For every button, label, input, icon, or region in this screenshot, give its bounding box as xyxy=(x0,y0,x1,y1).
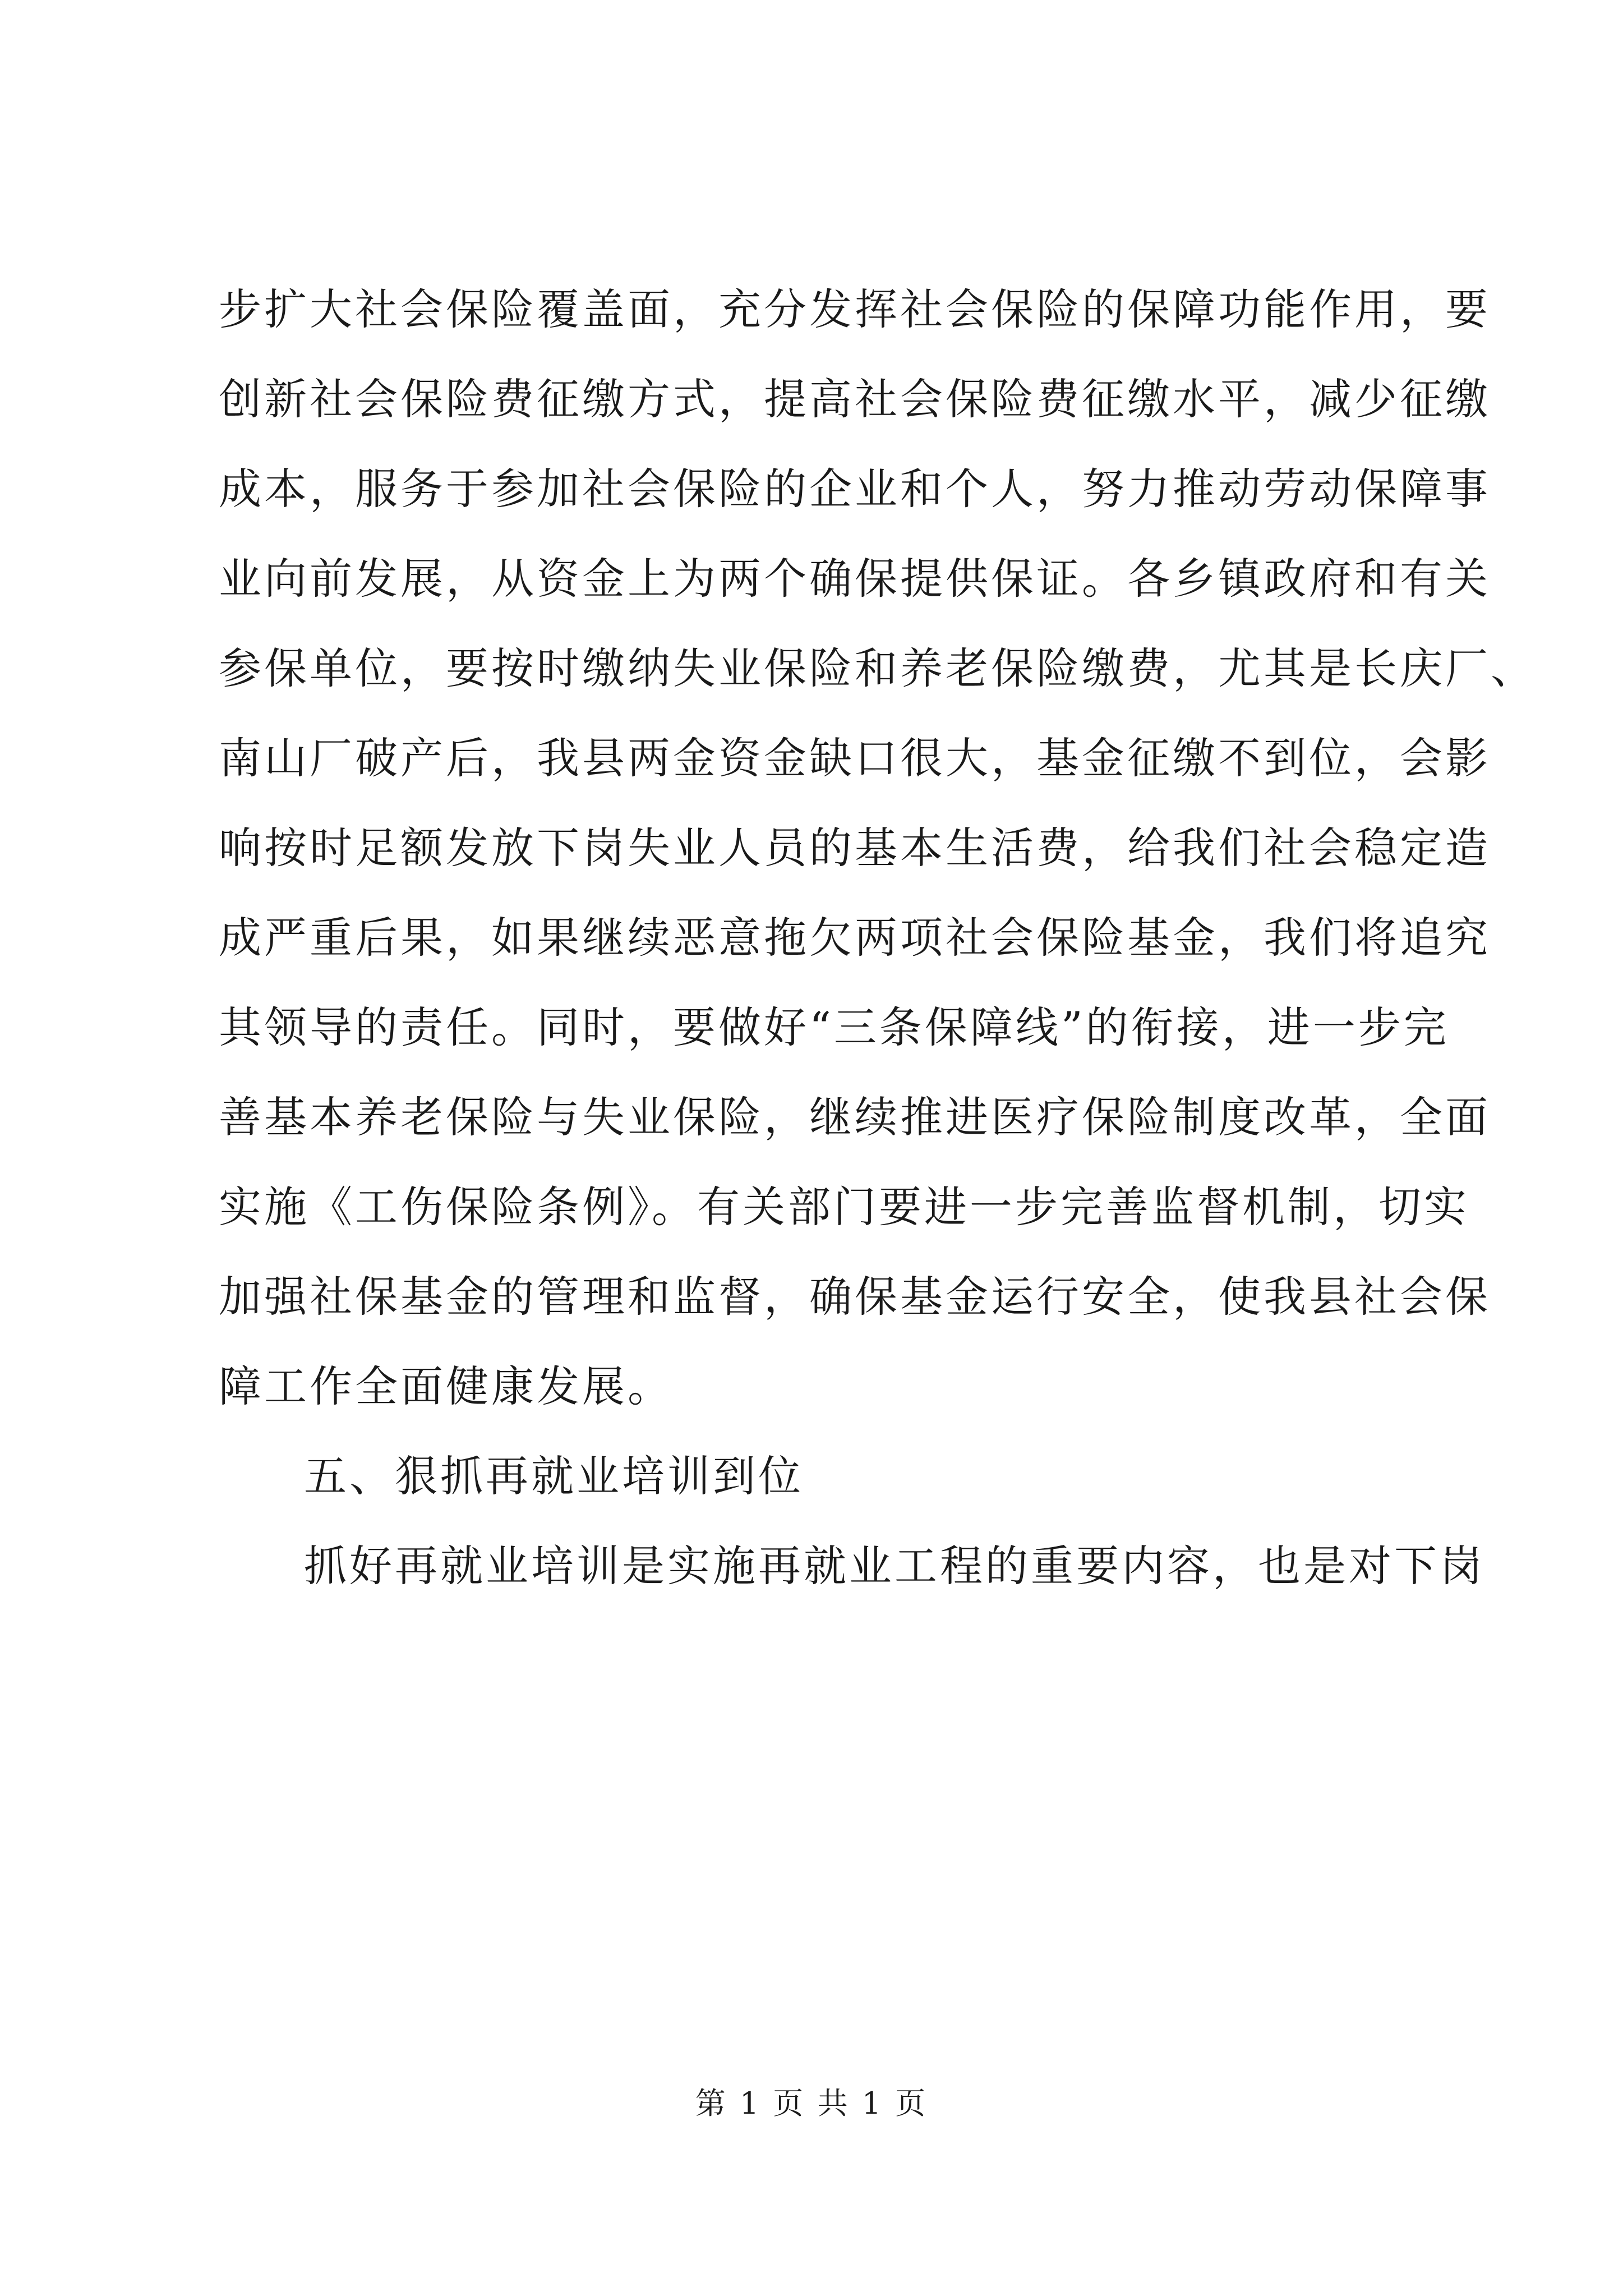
paragraph-start: 抓好再就业培训是实施再就业工程的重要内容，也是对下岗 xyxy=(304,1541,1485,1591)
paragraph-line: 创新社会保险费征缴方式，提高社会保险费征缴水平，减少征缴 xyxy=(219,374,1491,424)
page-footer: 第 1 页 共 1 页 xyxy=(695,2086,928,2121)
paragraph-line: 障工作全面健康发展。 xyxy=(219,1361,673,1411)
paragraph-line: 实施《工伤保险条例》。有关部门要进一步完善监督机制，切实 xyxy=(219,1182,1469,1232)
paragraph-line: 加强社保基金的管理和监督，确保基金运行安全，使我县社会保 xyxy=(219,1272,1491,1322)
paragraph-line: 步扩大社会保险覆盖面，充分发挥社会保险的保障功能作用，要 xyxy=(219,284,1491,334)
paragraph-line: 成本，服务于参加社会保险的企业和个人，努力推动劳动保障事 xyxy=(219,464,1491,514)
paragraph-line: 业向前发展，从资金上为两个确保提供保证。各乡镇政府和有关 xyxy=(219,554,1491,604)
paragraph-line: 响按时足额发放下岗失业人员的基本生活费，给我们社会稳定造 xyxy=(219,823,1491,873)
paragraph-line: 善基本养老保险与失业保险，继续推进医疗保险制度改革，全面 xyxy=(219,1092,1491,1142)
paragraph-line: 南山厂破产后，我县两金资金缺口很大，基金征缴不到位，会影 xyxy=(219,733,1491,783)
section-heading: 五、狠抓再就业培训到位 xyxy=(304,1451,804,1501)
paragraph-line: 成严重后果，如果继续恶意拖欠两项社会保险基金，我们将追究 xyxy=(219,913,1491,963)
paragraph-line: 其领导的责任。同时，要做好“三条保障线”的衔接，进一步完 xyxy=(219,1002,1449,1052)
document-body xyxy=(219,265,1536,1611)
paragraph-line: 参保单位，要按时缴纳失业保险和养老保险缴费，尤其是长庆厂、 xyxy=(219,643,1536,693)
